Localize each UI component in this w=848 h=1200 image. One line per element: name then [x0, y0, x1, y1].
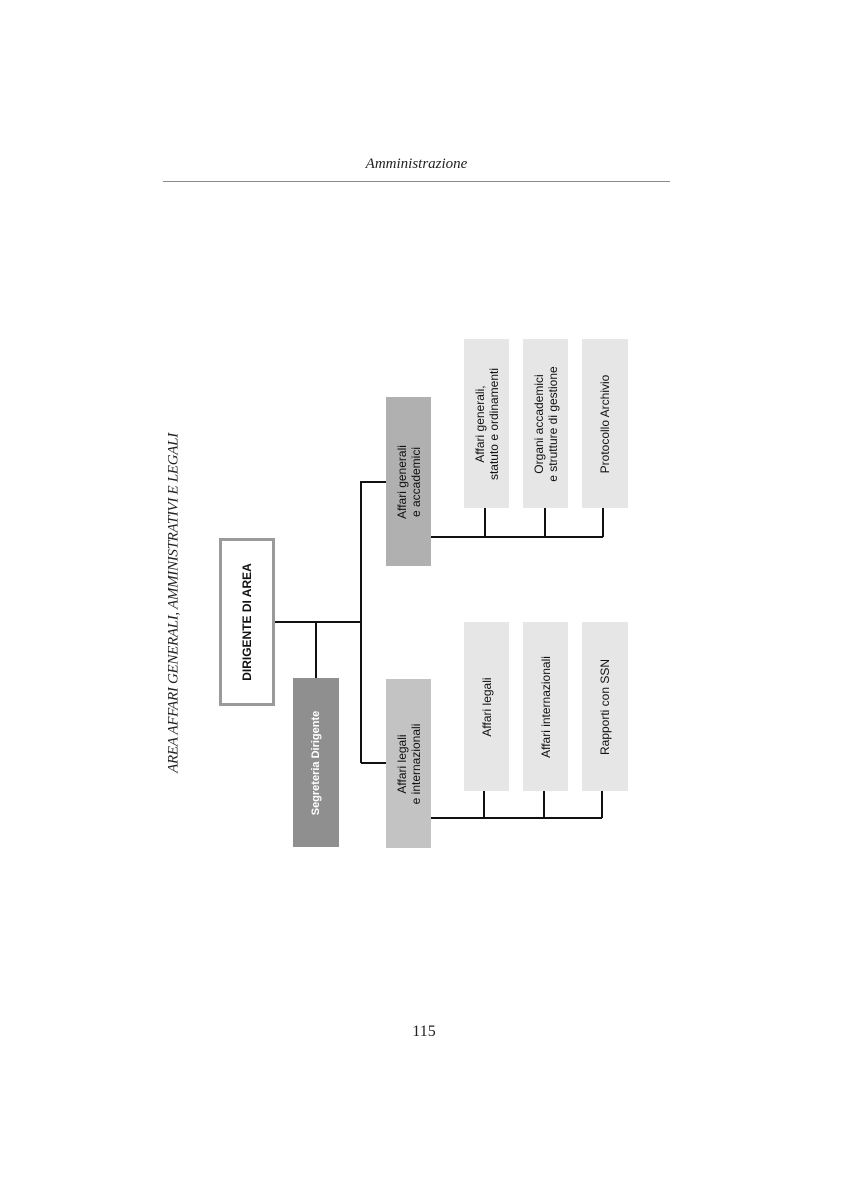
unit-affari-internazionali-label: Affari internazionali [538, 655, 553, 758]
unit-affari-generali-statuto-box [464, 339, 509, 508]
unit-organi-accademici-box [523, 339, 568, 508]
diagram-title: AREA AFFARI GENERALI, AMMINISTRATIVI E LEGALI [165, 433, 182, 773]
unit-affari-generali-statuto-label: Affari generali, statuto e ordinamenti [472, 367, 501, 480]
running-header: Amministrazione [365, 156, 468, 172]
unit-protocollo-archivio-label: Protocollo Archivio [598, 374, 612, 473]
header-rule [163, 181, 670, 182]
segreteria-dirigente-label: Segreteria Dirigente [310, 710, 322, 815]
branch-affari-legali-box [386, 679, 431, 848]
unit-organi-accademici-label: Organi accademici e strutture di gestione [531, 365, 560, 482]
dirigente-di-area-label: DIRIGENTE DI AREA [240, 563, 254, 681]
segreteria-dirigente-box [293, 678, 339, 847]
dirigente-di-area-box [219, 538, 275, 706]
page-number: 115 [412, 1023, 436, 1040]
branch-affari-generali-label: Affari generali e accademici [394, 444, 423, 519]
unit-affari-legali-label: Affari legali [479, 676, 494, 737]
unit-rapporti-ssn-box [582, 622, 628, 791]
branch-affari-legali-label: Affari legali e internazionali [394, 723, 423, 804]
unit-rapporti-ssn-label: Rapporti con SSN [598, 658, 612, 755]
unit-protocollo-archivio-box [582, 339, 628, 508]
unit-affari-internazionali-box [523, 622, 568, 791]
branch-affari-generali-box [386, 397, 431, 566]
unit-affari-legali-box [464, 622, 509, 791]
